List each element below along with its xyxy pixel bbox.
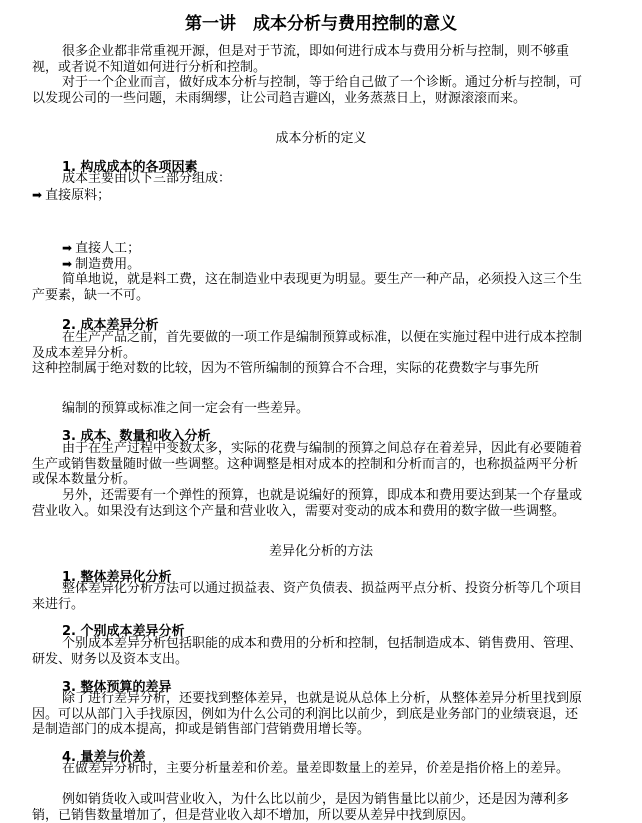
- arrow-right-icon: ➡: [62, 257, 73, 271]
- overall-variance-text: 整体差异化分析方法可以通过损益表、资产负债表、损益两平点分析、投资分析等几个项目来进行。: [32, 581, 583, 612]
- heading-overall-budget-variance: 3. 整体预算的差异: [62, 680, 172, 695]
- bullet-direct-labor: ➡ 直接人工；: [62, 241, 141, 256]
- quantity-price-variance-text-1: 在做差异分析时，主要分析量差和价差。量差即数量上的差异，价差是指价格上的差异。: [62, 761, 570, 776]
- section-heading-variance-methods: 差异化分析的方法: [268, 544, 373, 559]
- cost-factors-intro: 成本主要由以下三部分组成：: [62, 171, 232, 186]
- cost-variance-text-1: 在生产产品之前，首先要做的一项工作是编制预算或标准，以便在实施过程中进行成本控制及成本差异分析。: [32, 330, 583, 361]
- cost-factors-summary: 简单地说，就是料工费，这在制造业中表现更为明显。要生产一种产品，必须投入这三个生产要素，缺一不可。: [32, 272, 583, 303]
- quantity-price-variance-text-2: 例如销货收入或叫营业收入，为什么比以前少，是因为销售量比以前少，还是因为薄利多销，已销售数量增加了，但是营业收入却不增加，所以要从差异中找到原因。: [32, 792, 570, 823]
- heading-cost-volume-revenue: 3. 成本、数量和收入分析: [62, 429, 211, 444]
- arrow-right-icon: ➡: [62, 241, 73, 255]
- bullet-manufacturing-overhead: ➡ 制造费用。: [62, 257, 141, 272]
- heading-overall-variance: 1. 整体差异化分析: [62, 570, 172, 585]
- heading-individual-cost-variance: 2. 个别成本差异分析: [62, 624, 185, 639]
- cost-variance-text-3: 编制的预算或标准之间一定会有一些差异。: [62, 401, 310, 416]
- overall-budget-variance-text: 除了进行差异分析，还要找到整体差异，也就是说从总体上分析，从整体差异分析里找到原因。可以从部门入手找原因，例如为什么公司的利润比以前少，到底是业务部门的业绩衰退，还是制造部门的成本提高，抑或是销售部门营销费用增长等。: [32, 691, 583, 737]
- page-title: 第一讲 成本分析与费用控制的意义: [185, 14, 457, 34]
- heading-cost-factors: 1. 构成成本的各项因素: [62, 160, 198, 175]
- section-heading-cost-definition: 成本分析的定义: [275, 131, 367, 146]
- cost-volume-revenue-text-1: 由于在生产过程中变数太多，实际的花费与编制的预算之间总存在着差异，因此有必要随着生产或销售数量随时做一些调整。这种调整是相对成本的控制和分析而言的，也称损益两平分析或保本数量分析。: [32, 441, 583, 487]
- cost-variance-text-2: 这种控制属于绝对数的比较，因为不管所编制的预算合不合理，实际的花费数字与事先所: [32, 361, 540, 376]
- heading-quantity-price-variance: 4. 量差与价差: [62, 750, 146, 765]
- intro-paragraph-2: 对于一个企业而言，做好成本分析与控制，等于给自己做了一个诊断。通过分析与控制，可以发现公司的一些问题，未雨绸缪，让公司趋吉避凶，业务蒸蒸日上，财源滚滚而来。: [32, 75, 583, 106]
- heading-cost-variance: 2. 成本差异分析: [62, 318, 159, 333]
- arrow-right-icon: ➡: [32, 188, 43, 202]
- cost-volume-revenue-text-2: 另外，还需要有一个弹性的预算，也就是说编好的预算，即成本和费用要达到某一个存量或营业收入。如果没有达到这个产量和营业收入，需要对变动的成本和费用的数字做一些调整。: [32, 488, 583, 519]
- bullet-direct-material: ➡ 直接原料；: [32, 188, 111, 203]
- individual-cost-variance-text: 个别成本差异分析包括职能的成本和费用的分析和控制，包括制造成本、销售费用、管理、研发、财务以及资本支出。: [32, 636, 583, 667]
- intro-paragraph-1: 很多企业都非常重视开源，但是对于节流，即如何进行成本与费用分析与控制，则不够重视，或者说不知道如何进行分析和控制。: [32, 44, 570, 75]
